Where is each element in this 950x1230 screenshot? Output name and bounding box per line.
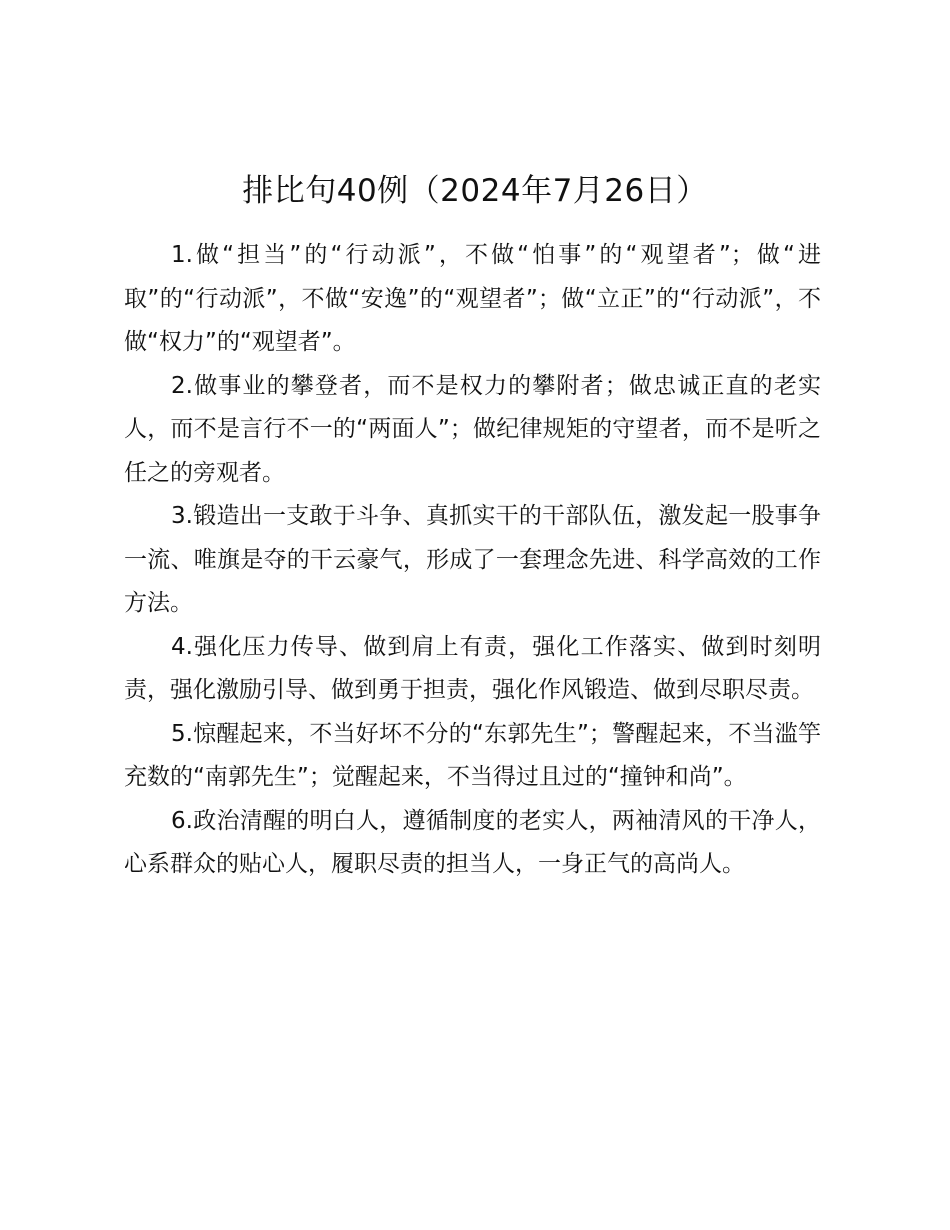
paragraph-3: 3.锻造出一支敢于斗争、真抓实干的干部队伍，激发起一股事争一流、唯旗是夺的干云豪气，形成了一套理念先进、科学高效的工作方法。 [124, 503, 821, 616]
paragraph-6: 6.政治清醒的明白人，遵循制度的老实人，两袖清风的干净人，心系群众的贴心人，履职尽责的担当人，一身正气的高尚人。 [124, 807, 821, 877]
document-body [124, 234, 821, 887]
paragraph-1: 1.做“担当”的“行动派”，不做“怕事”的“观望者”；做“进取”的“行动派”，不做“安逸”的“观望者”；做“立正”的“行动派”，不做“权力”的“观望者”。 [124, 242, 821, 355]
document-title: 排比句40例（2024年7月26日） [242, 173, 708, 209]
paragraph-5: 5.惊醒起来，不当好坏不分的“东郭先生”；警醒起来，不当滥竽充数的“南郭先生”；觉醒起来，不当得过且过的“撞钟和尚”。 [124, 720, 821, 790]
paragraph-4: 4.强化压力传导、做到肩上有责，强化工作落实、做到时刻明责，强化激励引导、做到勇于担责，强化作风锻造、做到尽职尽责。 [124, 633, 821, 703]
paragraph-2: 2.做事业的攀登者，而不是权力的攀附者；做忠诚正直的老实人，而不是言行不一的“两面人”；做纪律规矩的守望者，而不是听之任之的旁观者。 [124, 372, 821, 486]
